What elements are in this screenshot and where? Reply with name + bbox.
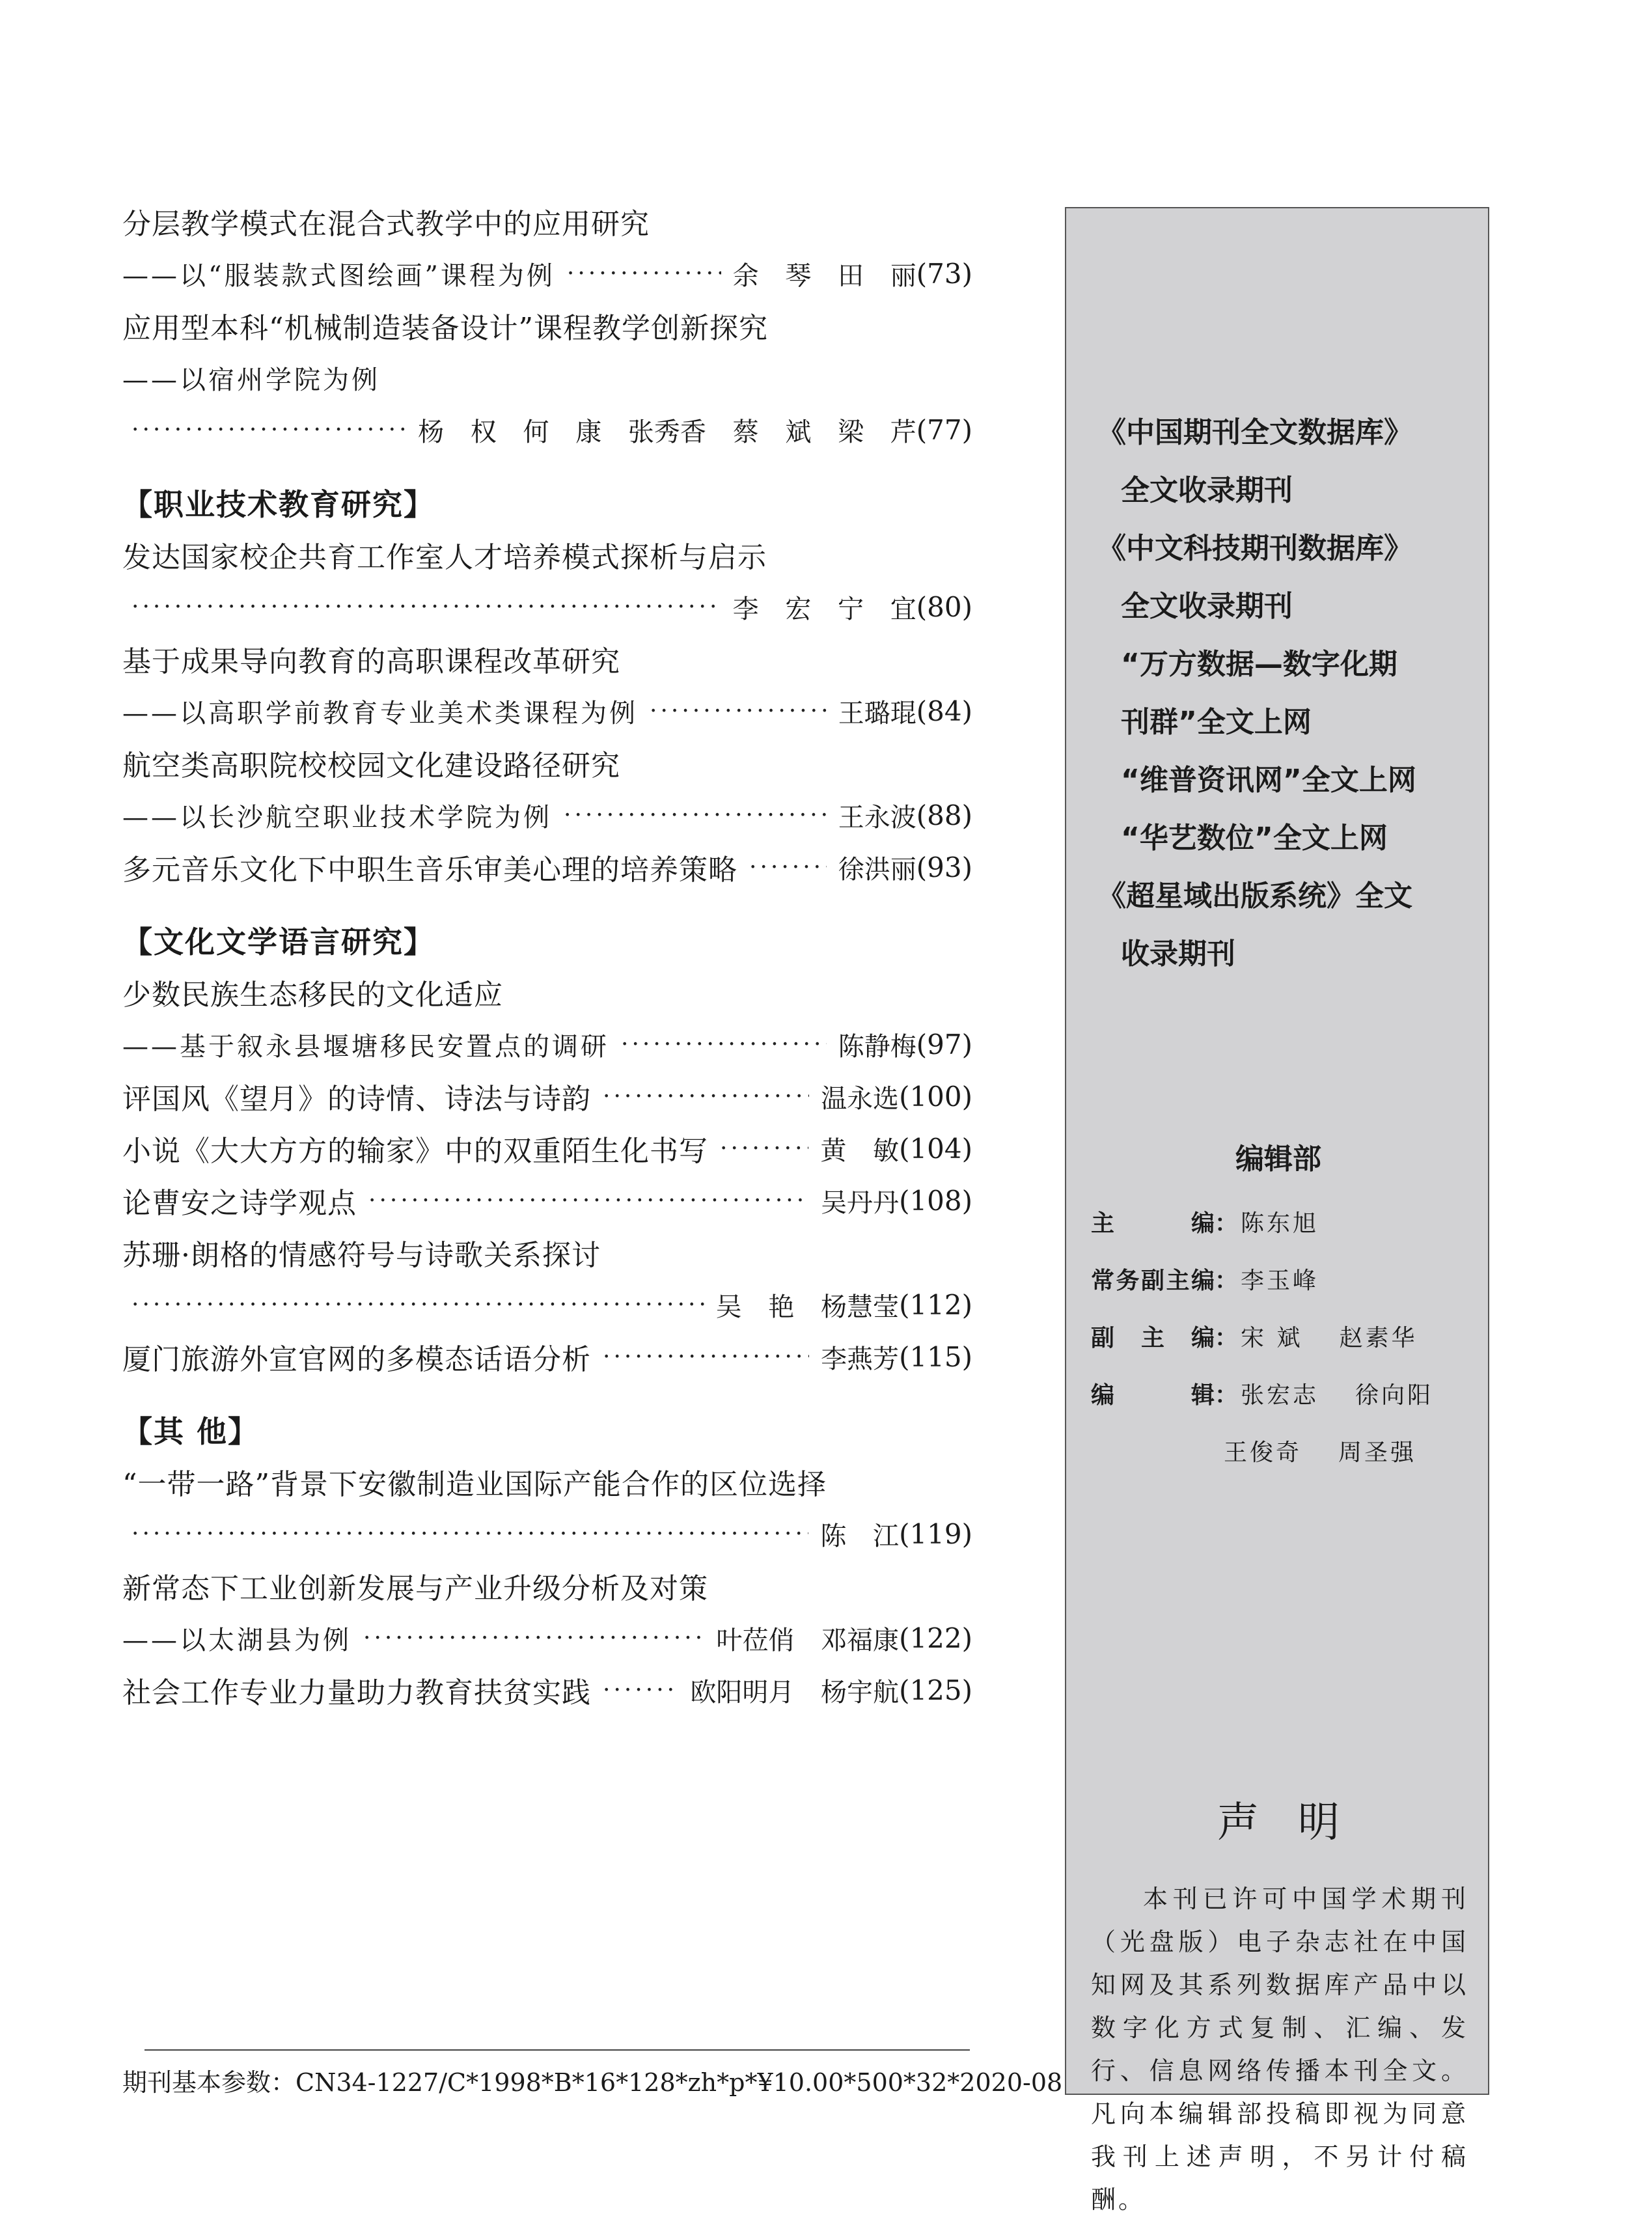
article-authors: 王永波 (838, 802, 916, 833)
article-authors: 徐洪丽 (838, 854, 916, 885)
page-number: (97) (916, 1028, 972, 1060)
article-title-text: 新常态下工业创新发展与产业升级分析及对策 (122, 1572, 708, 1605)
article-authors: 李 宏 宁 宜 (732, 594, 916, 624)
article-authors: 余 琴 田 丽 (732, 260, 916, 291)
leader-dots (603, 1677, 678, 1704)
article-authors: 李燕芳 (821, 1344, 900, 1374)
toc-entry (122, 1174, 972, 1226)
page-number: (115) (899, 1340, 972, 1373)
staff-name: 陈东旭 (1241, 1210, 1319, 1237)
staff-name: 张宏志 (1241, 1381, 1319, 1409)
staff-row (1091, 1364, 1433, 1422)
editorial-heading: 编辑部 (1235, 1142, 1321, 1176)
staff-row (1091, 1422, 1433, 1479)
article-authors: 叶莅俏 邓福康 (716, 1625, 900, 1655)
toc-entry (122, 841, 972, 893)
database-line: 全文收录期刊 (1121, 474, 1293, 507)
leader-dots (621, 1031, 827, 1058)
page-number: (112) (899, 1288, 972, 1321)
leader-dots (603, 1344, 809, 1370)
article-title (122, 195, 972, 247)
staff-role: 副 主 编 (1091, 1324, 1215, 1351)
page-number: (73) (916, 257, 972, 290)
page-number: (122) (899, 1622, 972, 1654)
page-number: (93) (916, 851, 972, 883)
article-subtitle-text: ——以宿州学院为例 (122, 365, 380, 395)
toc-entry (122, 685, 972, 737)
article-title (122, 1226, 972, 1279)
section-heading: 【其 他】 (122, 1414, 260, 1449)
article-subtitle-text: ——基于叙永县堰塘移民安置点的调研 (122, 1031, 609, 1062)
footer-divider (145, 2049, 970, 2051)
article-subtitle (122, 352, 972, 404)
toc-entry (122, 404, 972, 456)
staff-colon: ： (1215, 1267, 1239, 1294)
database-line: 刊群”全文上网 (1121, 706, 1312, 739)
page-number: (119) (899, 1517, 972, 1550)
staff-name: 赵素华 (1339, 1324, 1418, 1351)
leader-dots (567, 260, 721, 287)
leader-dots (564, 802, 827, 829)
leader-dots (720, 1135, 808, 1162)
staff-name: 王俊奇 (1224, 1439, 1302, 1466)
table-of-contents (122, 195, 972, 1716)
staff-row (1091, 1307, 1433, 1364)
staff-role: 主 编 (1091, 1210, 1215, 1237)
page-number: (80) (916, 590, 972, 623)
leader-dots (368, 1187, 809, 1214)
article-subtitle-text: ——以太湖县为例 (122, 1625, 351, 1655)
section-heading: 【职业技术教育研究】 (122, 487, 435, 522)
toc-entry (122, 1331, 972, 1383)
toc-entry (122, 1018, 972, 1070)
article-title (122, 633, 972, 685)
staff-name: 周圣强 (1338, 1439, 1417, 1466)
leader-dots (749, 854, 827, 881)
article-title-text: 发达国家校企共育工作室人才培养模式探析与启示 (122, 541, 767, 574)
article-title-text: 小说《大大方方的输家》中的双重陌生化书写 (122, 1135, 708, 1168)
article-subtitle-text: ——以“服装款式图绘画”课程为例 (122, 260, 555, 291)
leader-dots (603, 1083, 809, 1110)
page-number: (77) (916, 413, 972, 446)
article-authors: 王璐琨 (838, 698, 916, 728)
database-line: 《超星域出版系统》全文 (1097, 879, 1412, 913)
toc-entry (122, 1122, 972, 1174)
article-title-text: 少数民族生态移民的文化适应 (122, 978, 503, 1012)
database-list (1097, 404, 1475, 983)
journal-parameters: 期刊基本参数：CN34-1227/C*1998*B*16*128*zh*p*¥10.00*500*32*2020-08 (122, 2068, 1063, 2097)
article-authors: 黄 敏 (820, 1135, 900, 1166)
article-subtitle-text: ——以高职学前教育专业美术类课程为例 (122, 698, 638, 728)
staff-colon: ： (1215, 1381, 1239, 1409)
toc-entry (122, 1612, 972, 1664)
toc-entry (122, 247, 972, 299)
declaration-heading: 声明 (1217, 1799, 1379, 1847)
article-authors: 陈 江 (820, 1521, 900, 1551)
article-title-text: 应用型本科“机械制造装备设计”课程教学创新探究 (122, 312, 768, 345)
article-authors: 温永选 (821, 1083, 900, 1114)
section-heading: 【文化文学语言研究】 (122, 924, 435, 960)
article-title-text: 厦门旅游外宣官网的多模态话语分析 (122, 1343, 591, 1376)
article-title-text: 航空类高职院校校园文化建设路径研究 (122, 749, 620, 782)
article-title (122, 1560, 972, 1612)
staff-row (1091, 1250, 1433, 1307)
toc-entry (122, 1508, 972, 1560)
staff-role: 常 务 副 主 编 (1091, 1267, 1215, 1294)
article-title-text: 多元音乐文化下中职生音乐审美心理的培养策略 (122, 853, 737, 887)
database-line: “维普资讯网”全文上网 (1121, 764, 1416, 797)
database-line: “华艺数位”全文上网 (1121, 822, 1388, 855)
article-title-text: 基于成果导向教育的高职课程改革研究 (122, 645, 620, 678)
leader-dots (131, 1521, 808, 1547)
article-title-text: 论曹安之诗学观点 (122, 1187, 357, 1220)
page-number: (125) (899, 1674, 972, 1706)
page-number: (88) (916, 799, 972, 831)
article-title-text: “一带一路”背景下安徽制造业国际产能合作的区位选择 (122, 1468, 827, 1501)
editorial-staff (1091, 1193, 1433, 1479)
article-authors: 吴丹丹 (821, 1187, 900, 1218)
article-authors: 杨 权 何 康 张秀香 蔡 斌 梁 芹 (418, 417, 916, 447)
article-authors: 欧阳明月 杨宇航 (690, 1677, 900, 1708)
staff-colon: ： (1215, 1324, 1239, 1351)
database-line: 全文收录期刊 (1121, 590, 1293, 623)
toc-entry (122, 581, 972, 633)
page-number: (84) (916, 695, 972, 727)
article-title-text: 评国风《望月》的诗情、诗法与诗韵 (122, 1083, 591, 1116)
page-number: (104) (899, 1132, 972, 1165)
database-line: 收录期刊 (1121, 937, 1235, 971)
sidebar-panel (1065, 207, 1489, 2214)
staff-name: 宋 斌 (1241, 1324, 1303, 1351)
leader-dots (131, 417, 406, 443)
declaration-text: 本刊已许可中国学术期刊（光盘版）电子杂志社在中国知网及其系列数据库产品中以数字化方式复制、汇编、发行、信息网络传播本刊全文。凡向本编辑部投稿即视为同意我刊上述声明，不另计付稿酬。 (1091, 1885, 1468, 2214)
article-title-text: 苏珊·朗格的情感符号与诗歌关系探讨 (122, 1239, 601, 1272)
staff-role: 编 辑 (1091, 1381, 1215, 1409)
staff-colon: ： (1215, 1210, 1239, 1237)
database-line: 《中国期刊全文数据库》 (1097, 416, 1412, 449)
page-number: (108) (899, 1184, 972, 1217)
toc-entry (122, 789, 972, 841)
article-title (122, 737, 972, 789)
leader-dots (131, 594, 721, 620)
article-title (122, 966, 972, 1018)
staff-name: 李玉峰 (1241, 1267, 1319, 1294)
toc-entry (122, 1070, 972, 1122)
database-line: 《中文科技期刊数据库》 (1097, 532, 1412, 565)
toc-entry (122, 1664, 972, 1716)
article-title (122, 299, 972, 352)
database-line: “万方数据—数字化期 (1121, 648, 1397, 681)
leader-dots (650, 698, 827, 725)
article-authors: 陈静梅 (838, 1031, 916, 1062)
article-title-text: 社会工作专业力量助力教育扶贫实践 (122, 1676, 591, 1710)
staff-name: 徐向阳 (1355, 1381, 1434, 1409)
article-title-text: 分层教学模式在混合式教学中的应用研究 (122, 208, 650, 241)
toc-entry (122, 1279, 972, 1331)
article-subtitle-text: ——以长沙航空职业技术学院为例 (122, 802, 552, 833)
leader-dots (131, 1292, 704, 1318)
page-number: (100) (899, 1080, 972, 1113)
article-authors: 吴 艳 杨慧莹 (715, 1292, 900, 1322)
leader-dots (363, 1625, 704, 1652)
article-title (122, 529, 972, 581)
article-title (122, 1456, 972, 1508)
staff-row (1091, 1193, 1433, 1250)
